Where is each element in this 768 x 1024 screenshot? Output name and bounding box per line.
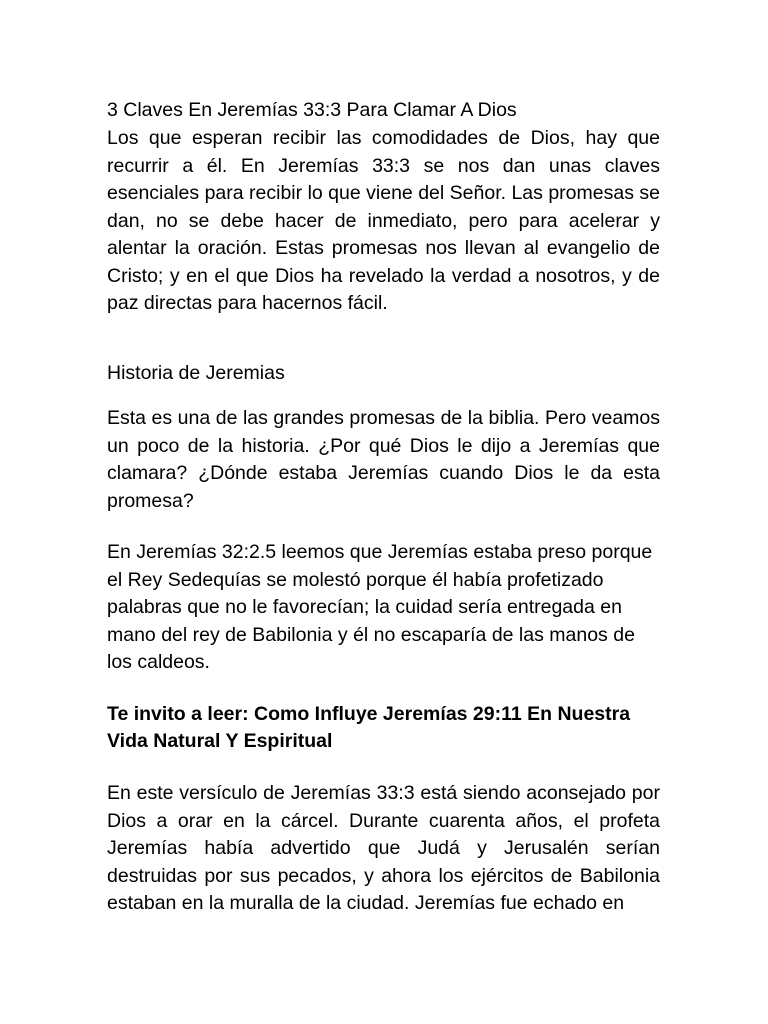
document-title: 3 Claves En Jeremías 33:3 Para Clamar A Dios [107,99,517,121]
intro-paragraph: Los que esperan recibir las comodidades de Dios, hay que recurrir a él. En Jeremías 33:3 se nos dan unas claves esenciales para recibir lo que viene del Señor. Las promesas se dan, no se debe hacer de inmediato, pero para acelerar y alentar la oración. Estas promesas nos llevan al evangelio de Cristo; y en el que Dios ha revelado la verdad a nosotros, y de paz directas para hacernos fácil. [107,127,660,314]
history-paragraph: Esta es una de las grandes promesas de la biblia. Pero veamos un poco de la historia. ¿Por qué Dios le dijo a Jeremías que clamara? ¿Dónde estaba Jeremías cuando Dios le da esta promesa? [107,407,660,512]
section-heading: Historia de Jeremias [107,362,285,384]
related-article-link[interactable]: Te invito a leer: Como Influye Jeremías 29:11 En Nuestra Vida Natural Y Espiritual [107,703,631,752]
prison-paragraph: En Jeremías 32:2.5 leemos que Jeremías estaba preso porque el Rey Sedequías se molestó porque él había profetizado palabras que no le favorecían; la cuidad sería entregada en mano del rey de Babilonia y él no escaparía de las manos de los caldeos. [107,541,653,673]
verse-context-paragraph: En este versículo de Jeremías 33:3 está siendo aconsejado por Dios a orar en la cárcel. Durante cuarenta años, el profeta Jeremías había advertido que Judá y Jerusalén serían destruidas por sus pecados, y ahora los ejércitos de Babilonia estaban en la muralla de la ciudad. Jeremías fue echado en [107,782,660,914]
